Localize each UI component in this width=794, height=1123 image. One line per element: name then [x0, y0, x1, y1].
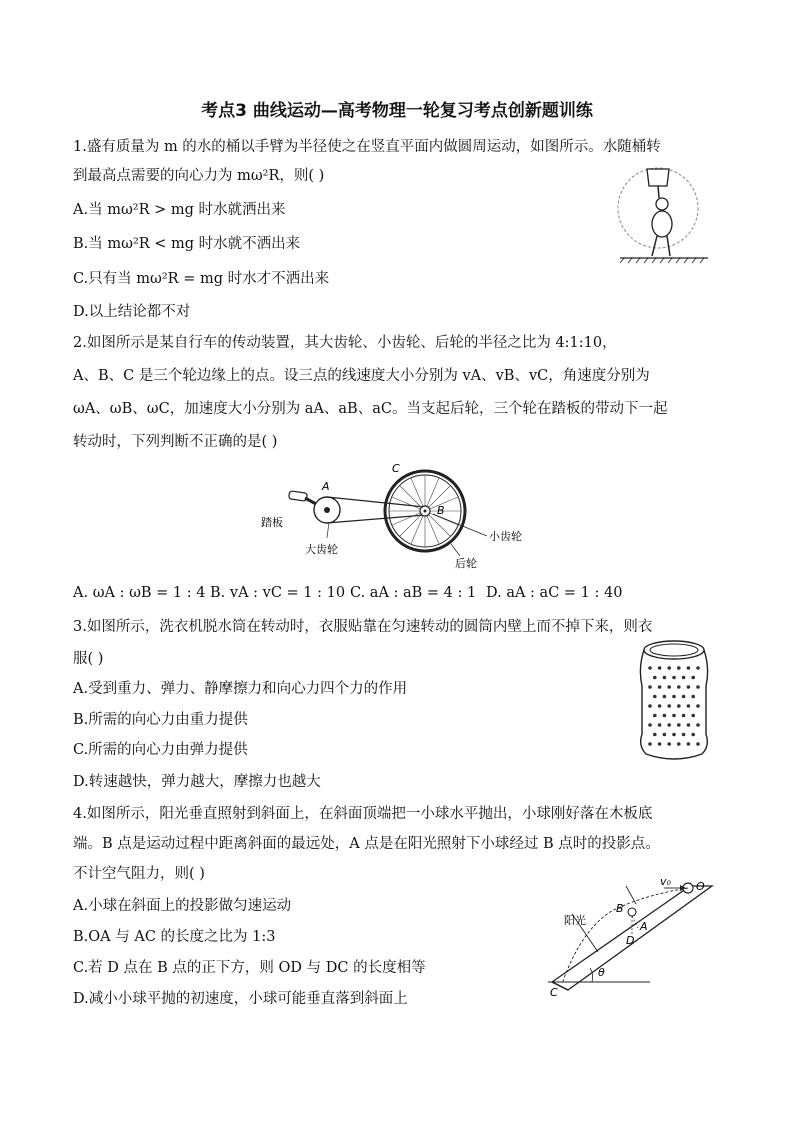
drum-hole: [667, 742, 671, 746]
q4-stem-line1: 4.如图所示，阳光垂直照射到斜面上，在斜面顶端把一小球水平抛出，小球刚好落在木板底: [73, 806, 653, 822]
q2-fig-label-b: B: [437, 504, 445, 517]
drum-hole: [687, 704, 691, 708]
drum-hole: [696, 742, 700, 746]
q3-option-c: C.所需的向心力由弹力提供: [73, 742, 248, 758]
q2-stem-line4: 转动时，下列判断不正确的是( ): [73, 434, 278, 450]
q2-option-a: A. ωA : ωB = 1 : 4: [73, 585, 206, 601]
drum-hole: [667, 723, 671, 727]
q4-fig-label-c: C: [550, 986, 558, 999]
drum-hole: [687, 723, 691, 727]
q1-stem-line2: 到最高点需要的向心力为 mω²R，则( ): [73, 168, 325, 184]
q2-figure-bicycle-drive: [255, 460, 545, 575]
q2-fig-label-pedal: 踏板: [261, 516, 283, 529]
drum-hole: [677, 723, 681, 727]
drum-hole: [653, 714, 657, 718]
drum-hole: [653, 695, 657, 699]
drum-hole: [667, 666, 671, 670]
drum-hole: [687, 685, 691, 689]
drum-hole: [696, 723, 700, 727]
q2-stem-line2: A、B、C 是三个轮边缘上的点。设三点的线速度大小分别为 vA、vB、vC，角速度分别为: [73, 368, 650, 384]
page-title: 考点3 曲线运动—高考物理一轮复习考点创新题训练: [201, 101, 593, 121]
q4-option-c: C.若 D 点在 B 点的正下方，则 OD 与 DC 的长度相等: [73, 960, 426, 976]
q2-option-b: B. vA : vC = 1 : 10: [210, 585, 346, 601]
drum-hole: [658, 723, 662, 727]
q2-stem-line3: ωA、ωB、ωC，加速度大小分别为 aA、aB、aC。当支起后轮，三个轮在踏板的带动下一起: [73, 401, 668, 417]
q2-fig-label-a: A: [322, 480, 330, 493]
drum-hole: [648, 685, 652, 689]
q3-stem-line2: 服( ): [73, 651, 104, 667]
drum-hole: [696, 685, 700, 689]
q2-fig-label-small-gear: 小齿轮: [489, 530, 522, 543]
q4-stem-line2: 端。B 点是运动过程中距离斜面的最远处，A 点是在阳光照射下小球经过 B 点时的投影点。: [73, 836, 660, 852]
q4-fig-label-b: B: [616, 902, 624, 915]
q4-fig-label-theta: θ: [598, 966, 605, 979]
drum-hole: [648, 704, 652, 708]
drum-hole: [667, 685, 671, 689]
drum-hole: [677, 666, 681, 670]
q2-fig-label-rear-wheel: 后轮: [455, 557, 477, 570]
q1-stem-line1: 1.盛有质量为 m 的水的桶以手臂为半径使之在竖直平面内做圆周运动，如图所示。水随桶转: [73, 139, 661, 155]
drum-hole: [682, 695, 686, 699]
drum-hole: [648, 666, 652, 670]
q4-fig-label-sunlight: 阳光: [564, 914, 586, 927]
q3-option-d: D.转速越快，弹力越大，摩擦力也越大: [73, 774, 321, 790]
q4-option-b: B.OA 与 AC 的长度之比为 1:3: [73, 929, 276, 945]
drum-hole: [658, 685, 662, 689]
drum-hole: [663, 733, 667, 737]
q2-fig-label-c: C: [392, 462, 400, 475]
drum-hole: [682, 733, 686, 737]
q3-option-b: B.所需的向心力由重力提供: [73, 712, 248, 728]
q2-fig-label-big-gear: 大齿轮: [305, 543, 338, 556]
q1-option-c: C.只有当 mω²R = mg 时水才不洒出来: [73, 271, 330, 287]
drum-hole: [672, 714, 676, 718]
drum-hole: [648, 742, 652, 746]
drum-hole: [672, 695, 676, 699]
drum-hole: [653, 676, 657, 680]
drum-hole: [663, 676, 667, 680]
drum-hole: [663, 714, 667, 718]
q2-option-c: C. aA : aB = 4 : 1: [350, 585, 477, 601]
q3-option-a: A.受到重力、弹力、静摩擦力和向心力四个力的作用: [73, 681, 408, 697]
drum-hole: [653, 733, 657, 737]
drum-hole: [696, 666, 700, 670]
q1-option-d: D.以上结论都不对: [73, 304, 191, 320]
drum-hole: [682, 676, 686, 680]
q4-figure-incline-projectile: [540, 872, 720, 1000]
drum-hole: [691, 714, 695, 718]
q3-stem-line1: 3.如图所示，洗衣机脱水筒在转动时，衣服贴靠在匀速转动的圆筒内壁上而不掉下来，则衣: [73, 619, 653, 635]
drum-hole: [687, 742, 691, 746]
drum-hole: [648, 723, 652, 727]
q4-fig-label-v0: v₀: [660, 875, 671, 888]
q2-option-d: D. aA : aC = 1 : 40: [486, 585, 623, 601]
drum-hole: [658, 704, 662, 708]
q4-stem-line3: 不计空气阻力，则( ): [73, 866, 205, 882]
q4-option-d: D.减小小球平抛的初速度，小球可能垂直落到斜面上: [73, 991, 408, 1007]
drum-hole: [691, 733, 695, 737]
drum-hole: [658, 666, 662, 670]
drum-hole: [682, 714, 686, 718]
q4-option-a: A.小球在斜面上的投影做匀速运动: [73, 898, 292, 914]
drum-hole: [663, 695, 667, 699]
q4-fig-label-a: A: [640, 920, 648, 933]
drum-hole: [677, 704, 681, 708]
drum-hole: [677, 685, 681, 689]
drum-hole: [691, 676, 695, 680]
drum-hole: [687, 666, 691, 670]
q4-fig-label-d: D: [626, 934, 635, 947]
q2-stem-line1: 2.如图所示是某自行车的传动装置，其大齿轮、小齿轮、后轮的半径之比为 4:1:10，: [73, 335, 617, 351]
drum-hole: [691, 695, 695, 699]
q3-figure-spin-drum: [636, 638, 712, 764]
drum-hole: [672, 676, 676, 680]
drum-hole: [667, 704, 671, 708]
drum-hole: [677, 742, 681, 746]
drum-hole: [672, 733, 676, 737]
q1-option-a: A.当 mω²R > mg 时水就洒出来: [73, 202, 286, 218]
q4-fig-label-o: O: [696, 880, 705, 893]
q1-option-b: B.当 mω²R < mg 时水就不洒出来: [73, 236, 301, 252]
q1-figure-bucket-swing: [612, 164, 712, 266]
drum-hole: [658, 742, 662, 746]
drum-hole: [696, 704, 700, 708]
